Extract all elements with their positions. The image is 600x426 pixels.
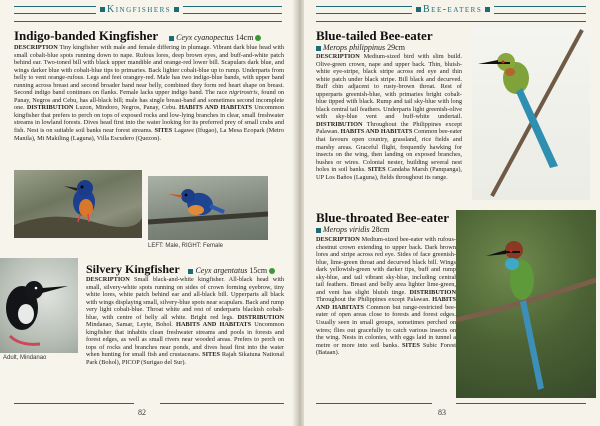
species-size: 28cm bbox=[371, 225, 390, 234]
bullet-icon bbox=[169, 36, 174, 41]
species-heading bbox=[86, 262, 275, 277]
right-page bbox=[304, 0, 600, 426]
scientific-name: Ceyx argentatus bbox=[195, 266, 248, 275]
bullet-icon bbox=[316, 228, 321, 233]
species-size: 14cm bbox=[235, 33, 254, 42]
photo-blue-throated-bee-eater bbox=[456, 210, 596, 398]
species-name: Silvery Kingfisher bbox=[86, 262, 180, 276]
photo-female-kingfisher bbox=[148, 176, 268, 240]
silvery-kingfisher-image bbox=[0, 258, 78, 353]
footer-rule bbox=[456, 403, 586, 404]
status-dot-icon bbox=[255, 35, 261, 41]
page-number: 83 bbox=[438, 408, 446, 417]
page-number: 82 bbox=[138, 408, 146, 417]
photo-blue-tailed-bee-eater bbox=[472, 26, 590, 200]
kingfisher-female-image bbox=[148, 176, 268, 240]
status-dot-icon bbox=[269, 268, 275, 274]
footer-rule bbox=[14, 403, 134, 404]
blue-tailed-bee-eater-image bbox=[472, 26, 590, 200]
bullet-icon bbox=[188, 269, 193, 274]
species-size: 15cm bbox=[249, 266, 268, 275]
running-head-title: Kingfishers bbox=[107, 4, 172, 15]
species-description: DESCRIPTION Tiny kingfisher with male and female differing in plumage. Vibrant dark blue head with small cobalt-blue spots running down to nape. Rufous lores, deep brown eyes, and buff-and-white patch behind ear. Two-toned bill with black upper mandible and orange-red lower bill. Scapulars dark blue, and wings darker blue with cobalt-blue tips to primaries. Back lighter cobalt-blue up to rump. Underparts from belly to vent orange-rufous. Legs and feet orangey-red. Male has two indigo-blue bands, with upper band running across breast and second broader band near belly, combined they form red heart shape on breast. Second indigo band continues on flanks. Female lacks upper indigo band. The race nigrirostris, found on Panay, Negros and Cebu, has all-black bill; male has single breast-band and sometimes second incomplete one. DISTRIBUTION Luzon, Mindoro, Negros, Panay, Cebu. HABITS AND HABITATS Uncommon kingfisher that prefers to perch on tops of exposed rocks and low-lying branches in clear, small freshwater streams in lowland forests. Dives head first into the water looking for its preferred prey of small crabs and fish. Nest is on suitable soil banks near forest streams. SITES Lagawe (Ifugao), La Mesa Ecopark (Metro Manila), Mt Makiling (Laguna), Villa Escudero (Quezon). bbox=[14, 44, 284, 142]
species-name: Blue-throated Bee-eater bbox=[316, 210, 449, 225]
blue-throated-bee-eater-image bbox=[456, 210, 596, 398]
footer-rule bbox=[316, 403, 432, 404]
photo-caption: Adult, Mindanao bbox=[3, 355, 47, 361]
bullet-icon bbox=[485, 7, 490, 12]
species-description: DESCRIPTION Medium-sized bee-eater with rufous-chestnut crown extending to upper back. Dark brown lores and stripe across red eye. Sides of face greenish-blue, lime-green throat and decurved black bill. Wings dark yellowish-green with darker tips, buff and rump sky-blue, and tail vibrant sky-blue, including central tail feathers. Breast and belly area lighter lime-green, and vent has slight bluish tinge. DISTRIBUTION Throughout the Philippines except Palawan. HABITS AND HABITATS Common but range-restricted bee-eater of open areas close to forests and forest edges. Usually seen in small groups, sometimes perched on wires; flies out gracefully to catch various insects on the wing. Nests in colonies, with eggs laid in tunnel a metre or more into soil banks. SITES Subic Forest (Bataan). bbox=[316, 236, 457, 357]
species-name: Blue-tailed Bee-eater bbox=[316, 28, 433, 43]
footer-rule bbox=[160, 403, 284, 404]
photo-silvery-kingfisher bbox=[0, 258, 78, 353]
species-heading bbox=[316, 28, 433, 44]
species-name: Indigo-banded Kingfisher bbox=[14, 28, 158, 43]
bullet-icon bbox=[316, 46, 321, 51]
left-page bbox=[0, 0, 296, 426]
bullet-icon bbox=[100, 7, 105, 12]
bullet-icon bbox=[174, 7, 179, 12]
running-head-right bbox=[316, 6, 586, 22]
scientific-name: Merops viridis bbox=[323, 225, 370, 234]
species-description: DESCRIPTION Small black-and-white kingfisher. All-black head with small, silvery-white spots running on sides of crown forming eyebrow, tiny white lores, white patch behind ear and all-black bill. Upperparts all black with wings displaying small, silvery-blue spots near scapulars. Back and rump very light cobalt-blue. Throat white and rest of underparts blackish cobalt-blue, with centre of belly all white. Bright red legs. DISTRIBUTION Mindanao, Samar, Leyte, Bohol. HABITS AND HABITATS Uncommon kingfisher that inhabits clean freshwater streams and pools in forests and forest edges, as well as small rivers near wooded areas. Prefers to perch on tops of rocks and branches near ponds, and dives head first into the water when hunting for small fish and crustaceans. SITES Rajah Sikatuna National Park (Bohol), PICOP (Surigao del Sur). bbox=[86, 276, 285, 367]
photo-male-kingfisher bbox=[14, 170, 142, 238]
species-size: 29cm bbox=[387, 43, 405, 52]
running-head-title: Bee-eaters bbox=[423, 4, 483, 15]
species-description: DESCRIPTION Medium-sized bird with slim build. Olive-green crown, nape and upper back. Thin, bluish-white eye-stripe, black stripe across red eye and thin white patch under black stripe. Bill black and decurved. Buff chin adjacent to rusty-brown throat. Rest of upperparts greenish-blue, with primaries bright cobalt-blue tipped with black. Rump and tail sky-blue with long black central tail feathers. Underparts light greenish-olive with sky-blue vent and buff-white undertail. DISTRIBUTION Throughout the Philippines except Palawan. HABITS AND HABITATS Common bee-eater that favours open country, grassland, rice fields and marshy areas. Graceful flight, frequently hawking for insects on the wing, then landing on exposed branches, bushes or wires. Colonial nester, building several nest holes in soil banks. SITES Candaba Marsh (Pampanga), UP Los Baños (Laguna), fields throughout its range. bbox=[316, 53, 463, 181]
species-heading bbox=[14, 28, 261, 44]
running-head-left bbox=[14, 6, 282, 22]
species-heading bbox=[316, 210, 449, 226]
photo-caption: LEFT: Male, RIGHT: Female bbox=[148, 243, 224, 249]
scientific-name: Ceyx cyanopectus bbox=[176, 33, 234, 42]
scientific-name: Merops philippinus bbox=[323, 43, 386, 52]
kingfisher-male-image bbox=[14, 170, 142, 238]
bullet-icon bbox=[416, 7, 421, 12]
